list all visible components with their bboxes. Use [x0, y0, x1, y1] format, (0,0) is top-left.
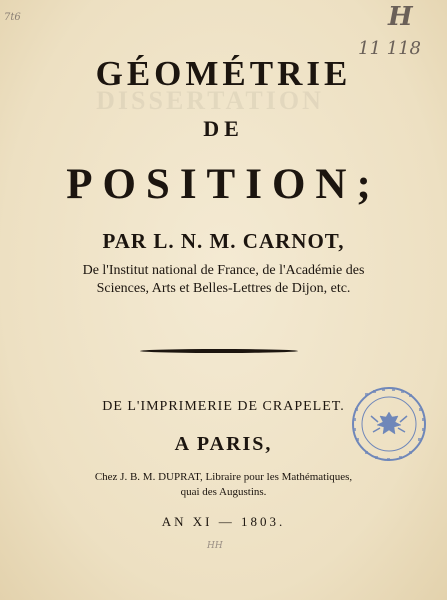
handwritten-shelf-number: 11 118 [358, 38, 421, 59]
eagle-seal-icon [351, 386, 427, 462]
bleed-through-text: DISSERTATION [96, 86, 324, 115]
handwritten-corner-note: 7t6 [4, 12, 21, 23]
publisher-line-2: quai des Augustins. [180, 486, 267, 498]
affiliation-line-2: Sciences, Arts et Belles-Lettres de Dijon, etc. [96, 281, 351, 296]
place-line: A PARIS, [174, 433, 273, 455]
date-line: AN XI — 1803. [161, 514, 286, 529]
imprint-line: DE L'IMPRIMERIE DE CRAPELET. [102, 399, 345, 414]
title-line-2: DE [203, 116, 244, 141]
affiliation-line-1: De l'Institut national de France, de l'Académie des [82, 263, 365, 278]
handwritten-bottom-note: HH [207, 541, 223, 551]
publisher-line-1: Chez J. B. M. DUPRAT, Libraire pour les Mathématiques, [94, 471, 353, 483]
title-line-1: GÉOMÉTRIE [95, 54, 352, 93]
handwritten-library-mark: H [388, 2, 413, 32]
divider-rule [140, 349, 298, 353]
author-line: PAR L. N. M. CARNOT, [102, 229, 345, 253]
title-line-3: POSITION; [66, 161, 381, 208]
